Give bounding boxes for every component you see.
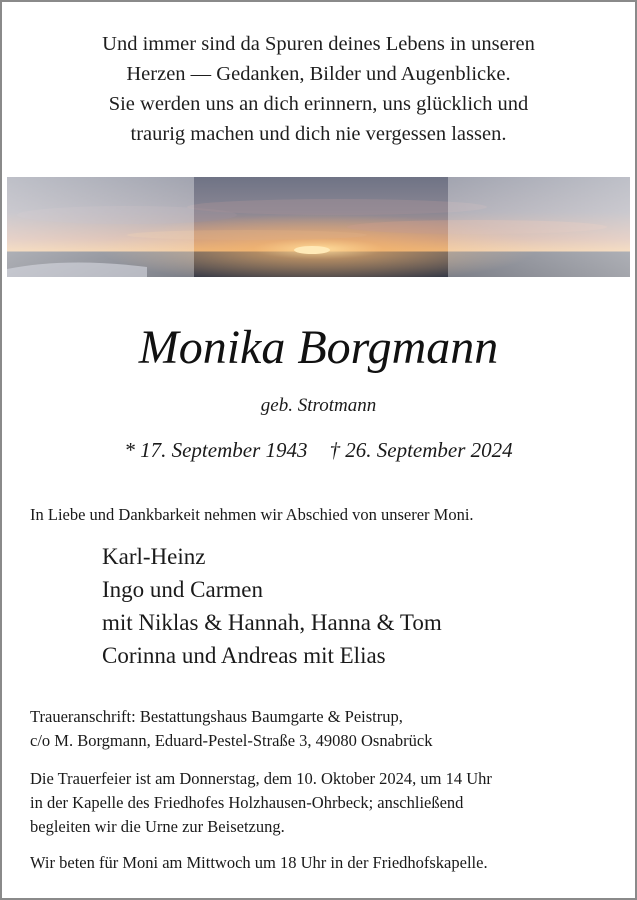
mourners-list bbox=[102, 540, 602, 672]
life-dates bbox=[2, 436, 635, 464]
mourner-line: Corinna und Andreas mit Elias bbox=[102, 643, 386, 668]
ceremony-line: Die Trauerfeier ist am Donnerstag, dem 10. Oktober 2024, um 14 Uhr bbox=[30, 769, 492, 788]
memorial-verse bbox=[2, 29, 635, 149]
mourner-line: Ingo und Carmen bbox=[102, 577, 263, 602]
verse-line: Herzen — Gedanken, Bilder und Augenblicke. bbox=[126, 63, 511, 85]
prayer-notice bbox=[30, 851, 620, 875]
mourning-address bbox=[30, 705, 620, 753]
farewell-intro: In Liebe und Dankbarkeit nehmen wir Abschied von unserer Moni. bbox=[30, 505, 474, 524]
address-line: Traueranschrift: Bestattungshaus Baumgarte & Peistrup, bbox=[30, 707, 403, 726]
verse-line: traurig machen und dich nie vergessen lassen. bbox=[130, 123, 507, 145]
ceremony-line: in der Kapelle des Friedhofes Holzhausen-Ohrbeck; anschließend bbox=[30, 793, 464, 812]
sunset-image bbox=[7, 177, 630, 277]
verse-line: Sie werden uns an dich erinnern, uns glücklich und bbox=[108, 93, 529, 115]
prayer-line: Wir beten für Moni am Mittwoch um 18 Uhr in der Friedhofskapelle. bbox=[30, 853, 488, 872]
mourner-line: Karl-Heinz bbox=[102, 544, 206, 569]
address-line: c/o M. Borgmann, Eduard-Pestel-Straße 3, 49080 Osnabrück bbox=[30, 731, 433, 750]
verse-line: Und immer sind da Spuren deines Lebens in unseren bbox=[102, 33, 535, 55]
birth-date: * 17. September 1943 bbox=[124, 438, 308, 462]
mourner-line: mit Niklas & Hannah, Hanna & Tom bbox=[102, 610, 442, 635]
funeral-details bbox=[30, 767, 620, 839]
maiden-name: geb. Strotmann bbox=[260, 395, 377, 416]
sunset-photo bbox=[7, 177, 630, 277]
deceased-name: Monika Borgmann bbox=[138, 321, 499, 374]
ceremony-line: begleiten wir die Urne zur Beisetzung. bbox=[30, 817, 285, 836]
death-date: † 26. September 2024 bbox=[329, 438, 513, 462]
